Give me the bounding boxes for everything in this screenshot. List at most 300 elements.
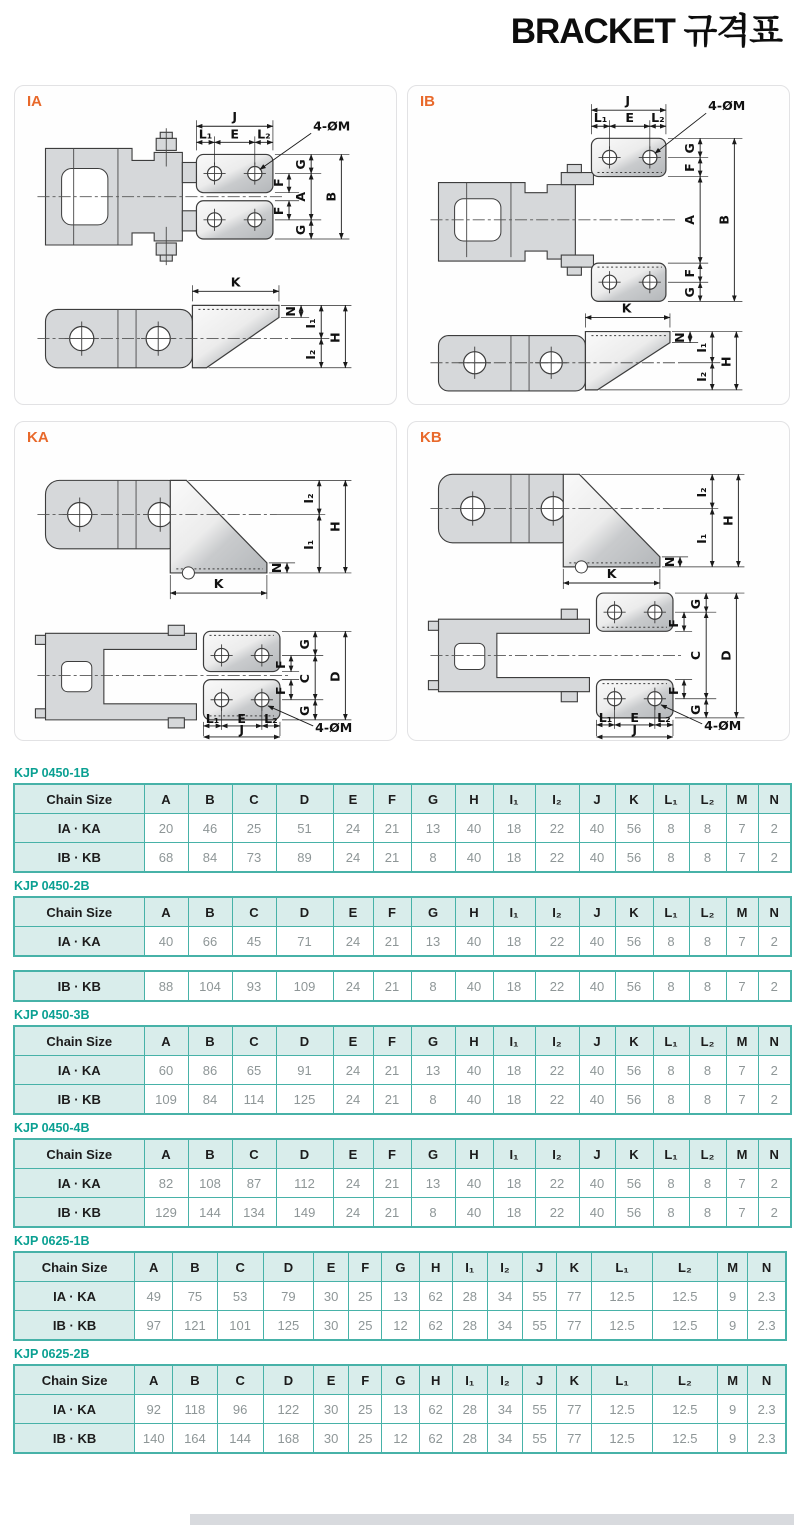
value-cell: 12 — [382, 1424, 419, 1454]
value-cell: 7 — [726, 971, 758, 1001]
svg-text:I₂: I₂ — [301, 493, 317, 504]
svg-text:I₁: I₁ — [303, 318, 319, 329]
row-label: IB · KB — [14, 1424, 135, 1454]
value-cell: 2.3 — [748, 1424, 786, 1454]
column-header: J — [523, 1365, 557, 1395]
column-header: G — [411, 897, 455, 927]
value-cell: 112 — [276, 1169, 333, 1198]
value-cell: 8 — [689, 843, 726, 873]
value-cell: 8 — [653, 1169, 689, 1198]
svg-text:C: C — [688, 650, 704, 661]
column-header: L₁ — [653, 784, 689, 814]
column-header: D — [276, 897, 333, 927]
value-cell: 20 — [144, 814, 188, 843]
value-cell: 25 — [349, 1282, 382, 1311]
spec-table — [13, 1364, 787, 1454]
value-cell: 22 — [535, 1169, 579, 1198]
tables-section — [13, 760, 787, 1460]
value-cell: 2 — [758, 843, 791, 873]
panel-label-ia: IA — [27, 93, 42, 110]
value-cell: 25 — [349, 1424, 382, 1454]
column-header: A — [135, 1365, 173, 1395]
spec-table — [13, 1025, 792, 1115]
svg-text:D: D — [718, 650, 734, 661]
row-label: IB · KB — [14, 1198, 144, 1228]
column-header: L₂ — [689, 784, 726, 814]
column-header: L₂ — [652, 1252, 717, 1282]
column-header: J — [523, 1252, 557, 1282]
table-title: KJP 0450-3B — [14, 1008, 90, 1022]
value-cell: 2 — [758, 1198, 791, 1228]
svg-text:I₂: I₂ — [303, 349, 319, 360]
value-cell: 30 — [314, 1282, 349, 1311]
row-label: IB · KB — [14, 843, 144, 873]
value-cell: 12.5 — [652, 1395, 717, 1424]
value-cell: 21 — [373, 1198, 411, 1228]
svg-text:F: F — [666, 686, 681, 695]
value-cell: 18 — [493, 927, 535, 957]
value-cell: 56 — [615, 927, 653, 957]
value-cell: 28 — [452, 1311, 487, 1341]
panel-label-kb: KB — [420, 429, 442, 446]
column-header: L₁ — [592, 1252, 652, 1282]
value-cell: 40 — [455, 927, 493, 957]
column-header: D — [263, 1252, 313, 1282]
svg-text:F: F — [666, 618, 681, 628]
column-header: F — [373, 784, 411, 814]
value-cell: 22 — [535, 927, 579, 957]
value-cell: 7 — [726, 1169, 758, 1198]
value-cell: 40 — [579, 927, 615, 957]
column-header: K — [557, 1365, 592, 1395]
value-cell: 56 — [615, 843, 653, 873]
column-header: J — [579, 1139, 615, 1169]
value-cell: 79 — [263, 1282, 313, 1311]
value-cell: 18 — [493, 1085, 535, 1115]
value-cell: 40 — [455, 1056, 493, 1085]
value-cell: 8 — [411, 1198, 455, 1228]
value-cell: 56 — [615, 1056, 653, 1085]
value-cell: 8 — [689, 927, 726, 957]
value-cell: 12 — [382, 1311, 419, 1341]
value-cell: 40 — [579, 1085, 615, 1115]
svg-text:4-ØM: 4-ØM — [315, 719, 353, 735]
svg-text:L₁: L₁ — [593, 110, 608, 126]
column-header: I₁ — [493, 784, 535, 814]
column-header: N — [758, 784, 791, 814]
value-cell: 40 — [579, 1198, 615, 1228]
value-cell: 21 — [373, 1085, 411, 1115]
column-header: A — [144, 1026, 188, 1056]
value-cell: 13 — [411, 1169, 455, 1198]
svg-text:G: G — [688, 598, 704, 610]
value-cell: 8 — [689, 1169, 726, 1198]
column-header: F — [373, 1139, 411, 1169]
table-title: KJP 0625-1B — [14, 1234, 90, 1248]
value-cell: 8 — [653, 843, 689, 873]
column-header: B — [188, 1139, 232, 1169]
value-cell: 18 — [493, 814, 535, 843]
value-cell: 45 — [232, 927, 276, 957]
column-header: E — [333, 1139, 373, 1169]
column-header: L₁ — [653, 1139, 689, 1169]
svg-text:E: E — [630, 709, 640, 725]
value-cell: 129 — [144, 1198, 188, 1228]
diagram-ib-drawing — [408, 86, 789, 404]
column-header: G — [382, 1252, 419, 1282]
column-header: H — [455, 1026, 493, 1056]
column-header: I₂ — [535, 897, 579, 927]
value-cell: 13 — [382, 1282, 419, 1311]
value-cell: 144 — [188, 1198, 232, 1228]
value-cell: 24 — [333, 927, 373, 957]
panel-ia — [14, 85, 397, 405]
column-header: L₁ — [592, 1365, 652, 1395]
value-cell: 18 — [493, 1056, 535, 1085]
column-header: N — [748, 1365, 786, 1395]
value-cell: 84 — [188, 1085, 232, 1115]
column-header: I₁ — [493, 1139, 535, 1169]
svg-text:L₁: L₁ — [198, 126, 213, 142]
svg-text:D: D — [327, 671, 343, 682]
value-cell: 24 — [333, 814, 373, 843]
value-cell: 21 — [373, 1056, 411, 1085]
column-header: E — [314, 1252, 349, 1282]
value-cell: 96 — [217, 1395, 263, 1424]
svg-text:E: E — [230, 126, 239, 142]
value-cell: 12.5 — [652, 1282, 717, 1311]
value-cell: 21 — [373, 971, 411, 1001]
value-cell: 2.3 — [748, 1282, 786, 1311]
value-cell: 134 — [232, 1198, 276, 1228]
value-cell: 12.5 — [592, 1424, 652, 1454]
spec-table — [13, 1138, 792, 1228]
svg-text:G: G — [682, 287, 698, 298]
svg-text:F: F — [270, 178, 286, 187]
row-label: IA · KA — [14, 1056, 144, 1085]
svg-text:K: K — [621, 300, 632, 316]
value-cell: 68 — [144, 843, 188, 873]
svg-text:L₂: L₂ — [651, 110, 665, 126]
column-header: A — [144, 784, 188, 814]
value-cell: 2 — [758, 814, 791, 843]
svg-text:4-ØM: 4-ØM — [704, 717, 742, 733]
row-label: IB · KB — [14, 1085, 144, 1115]
svg-text:H: H — [720, 515, 736, 526]
value-cell: 7 — [726, 927, 758, 957]
panel-kb — [407, 421, 790, 741]
value-cell: 62 — [419, 1395, 452, 1424]
column-header: D — [276, 1139, 333, 1169]
column-header: F — [349, 1365, 382, 1395]
column-header: I₂ — [535, 784, 579, 814]
column-header: F — [349, 1252, 382, 1282]
column-header: D — [276, 784, 333, 814]
value-cell: 89 — [276, 843, 333, 873]
value-cell: 118 — [173, 1395, 217, 1424]
value-cell: 7 — [726, 843, 758, 873]
value-cell: 55 — [523, 1424, 557, 1454]
value-cell: 56 — [615, 1198, 653, 1228]
column-header: N — [758, 1026, 791, 1056]
svg-text:F: F — [273, 660, 288, 669]
value-cell: 104 — [188, 971, 232, 1001]
value-cell: 18 — [493, 971, 535, 1001]
value-cell: 121 — [173, 1311, 217, 1341]
value-cell: 122 — [263, 1395, 313, 1424]
value-cell: 22 — [535, 814, 579, 843]
value-cell: 24 — [333, 1056, 373, 1085]
svg-text:A: A — [682, 214, 698, 225]
value-cell: 51 — [276, 814, 333, 843]
row-label: IA · KA — [14, 1395, 135, 1424]
table-title: KJP 0450-4B — [14, 1121, 90, 1135]
value-cell: 40 — [144, 927, 188, 957]
value-cell: 9 — [718, 1424, 748, 1454]
value-cell: 125 — [276, 1085, 333, 1115]
value-cell: 56 — [615, 814, 653, 843]
row-label: IA · KA — [14, 814, 144, 843]
value-cell: 12.5 — [592, 1395, 652, 1424]
value-cell: 125 — [263, 1311, 313, 1341]
column-header: N — [758, 1139, 791, 1169]
value-cell: 22 — [535, 1056, 579, 1085]
value-cell: 71 — [276, 927, 333, 957]
svg-text:F: F — [273, 686, 288, 695]
svg-text:G: G — [688, 704, 704, 715]
column-header: I₂ — [535, 1139, 579, 1169]
svg-text:L₂: L₂ — [264, 710, 278, 726]
value-cell: 8 — [653, 1198, 689, 1228]
column-header: D — [276, 1026, 333, 1056]
value-cell: 7 — [726, 1056, 758, 1085]
value-cell: 25 — [349, 1311, 382, 1341]
value-cell: 88 — [144, 971, 188, 1001]
value-cell: 9 — [718, 1311, 748, 1341]
value-cell: 40 — [579, 843, 615, 873]
svg-text:N: N — [283, 306, 299, 317]
diagram-ka-drawing — [15, 422, 396, 740]
svg-text:F: F — [682, 268, 698, 278]
svg-text:G: G — [297, 705, 313, 716]
value-cell: 40 — [579, 1169, 615, 1198]
svg-text:G: G — [682, 143, 698, 154]
value-cell: 12.5 — [592, 1311, 652, 1341]
column-header: H — [455, 897, 493, 927]
svg-text:I₂: I₂ — [694, 371, 710, 382]
column-header: L₂ — [689, 1026, 726, 1056]
svg-text:L₁: L₁ — [205, 710, 220, 726]
svg-text:J: J — [239, 721, 245, 737]
column-header: I₂ — [535, 1026, 579, 1056]
value-cell: 62 — [419, 1282, 452, 1311]
column-header: C — [232, 897, 276, 927]
value-cell: 22 — [535, 971, 579, 1001]
column-header: M — [726, 1139, 758, 1169]
svg-text:E: E — [237, 710, 247, 726]
value-cell: 9 — [718, 1282, 748, 1311]
value-cell: 2 — [758, 1056, 791, 1085]
svg-text:B: B — [716, 215, 732, 225]
value-cell: 97 — [135, 1311, 173, 1341]
value-cell: 28 — [452, 1424, 487, 1454]
value-cell: 8 — [411, 1085, 455, 1115]
value-cell: 24 — [333, 1169, 373, 1198]
value-cell: 84 — [188, 843, 232, 873]
column-header: J — [579, 1026, 615, 1056]
column-header: C — [232, 1026, 276, 1056]
value-cell: 24 — [333, 971, 373, 1001]
value-cell: 8 — [653, 927, 689, 957]
column-header: K — [615, 897, 653, 927]
row-label: IA · KA — [14, 1282, 135, 1311]
svg-text:L₂: L₂ — [657, 709, 671, 725]
value-cell: 8 — [411, 843, 455, 873]
value-cell: 8 — [653, 1085, 689, 1115]
value-cell: 60 — [144, 1056, 188, 1085]
value-cell: 140 — [135, 1424, 173, 1454]
value-cell: 21 — [373, 814, 411, 843]
value-cell: 77 — [557, 1395, 592, 1424]
column-header: M — [726, 784, 758, 814]
value-cell: 149 — [276, 1198, 333, 1228]
diagram-panels — [14, 85, 790, 741]
svg-text:K: K — [230, 274, 241, 290]
svg-text:B: B — [323, 191, 339, 202]
column-header: L₂ — [652, 1365, 717, 1395]
value-cell: 77 — [557, 1282, 592, 1311]
diagram-ia-drawing — [15, 86, 396, 404]
value-cell: 18 — [493, 843, 535, 873]
value-cell: 21 — [373, 843, 411, 873]
svg-text:4-ØM: 4-ØM — [708, 98, 746, 114]
column-header: F — [373, 897, 411, 927]
svg-text:J: J — [625, 93, 631, 109]
value-cell: 75 — [173, 1282, 217, 1311]
column-header: N — [748, 1252, 786, 1282]
column-header: F — [373, 1026, 411, 1056]
value-cell: 8 — [411, 971, 455, 1001]
panel-ib — [407, 85, 790, 405]
column-header: A — [135, 1252, 173, 1282]
chain-size-header: Chain Size — [14, 1026, 144, 1056]
chain-size-header: Chain Size — [14, 784, 144, 814]
column-header: E — [314, 1365, 349, 1395]
spec-table — [13, 783, 792, 873]
row-label: IB · KB — [14, 971, 144, 1001]
value-cell: 91 — [276, 1056, 333, 1085]
column-header: B — [188, 897, 232, 927]
value-cell: 56 — [615, 1169, 653, 1198]
svg-text:K: K — [606, 565, 617, 581]
value-cell: 40 — [455, 843, 493, 873]
value-cell: 62 — [419, 1311, 452, 1341]
column-header: G — [411, 1026, 455, 1056]
column-header: M — [726, 1026, 758, 1056]
column-header: C — [217, 1252, 263, 1282]
column-header: G — [382, 1365, 419, 1395]
value-cell: 30 — [314, 1395, 349, 1424]
diagram-kb-drawing — [408, 422, 789, 740]
panel-ka — [14, 421, 397, 741]
value-cell: 93 — [232, 971, 276, 1001]
svg-text:L₁: L₁ — [598, 709, 613, 725]
page-title: BRACKET 규격표 — [510, 12, 782, 51]
value-cell: 28 — [452, 1282, 487, 1311]
value-cell: 12.5 — [592, 1282, 652, 1311]
column-header: E — [333, 897, 373, 927]
panel-label-ib: IB — [420, 93, 435, 110]
table-block — [13, 879, 787, 1002]
value-cell: 168 — [263, 1424, 313, 1454]
svg-text:I₁: I₁ — [694, 533, 710, 544]
value-cell: 9 — [718, 1395, 748, 1424]
value-cell: 24 — [333, 843, 373, 873]
column-header: K — [615, 1139, 653, 1169]
column-header: E — [333, 1026, 373, 1056]
value-cell: 109 — [276, 971, 333, 1001]
table-block — [13, 1234, 787, 1341]
svg-text:C: C — [297, 673, 313, 684]
value-cell: 77 — [557, 1311, 592, 1341]
column-header: E — [333, 784, 373, 814]
value-cell: 8 — [653, 1056, 689, 1085]
value-cell: 12.5 — [652, 1311, 717, 1341]
svg-text:F: F — [270, 206, 286, 216]
svg-text:I₁: I₁ — [301, 539, 317, 550]
value-cell: 55 — [523, 1311, 557, 1341]
svg-text:I₁: I₁ — [694, 342, 710, 353]
svg-text:I₂: I₂ — [694, 487, 710, 498]
column-header: H — [419, 1365, 452, 1395]
value-cell: 8 — [689, 814, 726, 843]
column-header: I₂ — [487, 1252, 522, 1282]
svg-text:J: J — [632, 721, 638, 737]
column-header: L₂ — [689, 1139, 726, 1169]
column-header: J — [579, 897, 615, 927]
table-block — [13, 766, 787, 873]
value-cell: 2 — [758, 1085, 791, 1115]
value-cell: 46 — [188, 814, 232, 843]
value-cell: 109 — [144, 1085, 188, 1115]
table-block — [13, 1347, 787, 1454]
column-header: K — [615, 1026, 653, 1056]
column-header: I₁ — [452, 1365, 487, 1395]
value-cell: 30 — [314, 1311, 349, 1341]
column-header: H — [455, 1139, 493, 1169]
value-cell: 34 — [487, 1424, 522, 1454]
value-cell: 55 — [523, 1282, 557, 1311]
value-cell: 86 — [188, 1056, 232, 1085]
column-header: B — [173, 1252, 217, 1282]
row-label: IA · KA — [14, 927, 144, 957]
column-header: N — [758, 897, 791, 927]
value-cell: 73 — [232, 843, 276, 873]
value-cell: 2 — [758, 1169, 791, 1198]
table-block — [13, 1121, 787, 1228]
value-cell: 8 — [689, 1085, 726, 1115]
table-title: KJP 0450-2B — [14, 879, 90, 893]
value-cell: 7 — [726, 814, 758, 843]
value-cell: 8 — [689, 971, 726, 1001]
column-header: M — [726, 897, 758, 927]
row-label: IB · KB — [14, 1311, 135, 1341]
svg-text:N: N — [661, 556, 677, 568]
column-header: A — [144, 1139, 188, 1169]
value-cell: 8 — [689, 1056, 726, 1085]
spec-table — [13, 1251, 787, 1341]
column-header: C — [232, 1139, 276, 1169]
